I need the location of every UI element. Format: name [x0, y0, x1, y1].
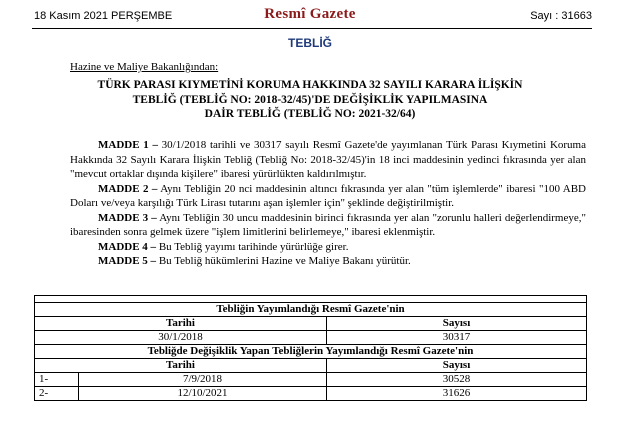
original-date: 30/1/2018 [35, 331, 327, 345]
original-number: 30317 [327, 331, 587, 345]
article-2 [70, 182, 586, 211]
article-label: MADDE 3 – [98, 211, 157, 224]
amendment-number: 31626 [327, 387, 587, 401]
section-title: TEBLİĞ [288, 36, 332, 50]
table-heading-original: Tebliğin Yayımlandığı Resmî Gazete'nin [35, 303, 587, 317]
amendment-date: 12/10/2021 [79, 387, 327, 401]
amendment-number: 30528 [327, 373, 587, 387]
row-index: 1- [35, 373, 79, 387]
article-3 [70, 211, 586, 240]
table-column-row [35, 317, 587, 331]
title-line: TEBLİĞ (TEBLİĞ NO: 2018-32/45)'DE DEĞİŞİKLİK YAPILMASINA [132, 93, 488, 106]
article-text: Aynı Tebliğin 20 nci maddesinin altıncı fıkrasında yer alan "tüm işlemlerde" ibaresi "100 ABD Doları ve/veya karşılığı Türk Lirası tutarını aşan işlemler için" şeklinde değiştirilmiştir. [70, 182, 586, 209]
gazette-title: Resmî Gazete [264, 6, 356, 22]
table-heading-row [35, 345, 587, 359]
column-number: Sayısı [327, 359, 587, 373]
table-row [35, 373, 587, 387]
article-5 [70, 254, 586, 269]
document-body [70, 138, 586, 269]
title-line: TÜRK PARASI KIYMETİNİ KORUMA HAKKINDA 32 SAYILI KARARA İLİŞKİN [97, 79, 523, 91]
header-divider [32, 28, 592, 29]
table-row [35, 387, 587, 401]
row-index: 2- [35, 387, 79, 401]
gazette-header [0, 0, 620, 30]
table-column-row [35, 359, 587, 373]
article-4 [70, 240, 586, 255]
article-text: Bu Tebliğ yayımı tarihinde yürürlüğe girer. [156, 240, 349, 253]
article-text: Aynı Tebliğin 30 uncu maddesinin birinci fıkrasında yer alan "zorunlu halleri değerlendirmeye," ibaresinden sonra gelmek üzere "işlem limitlerini belirlemeye," ibaresi eklenmiştir. [70, 211, 586, 238]
article-text: Bu Tebliğ hükümlerini Hazine ve Maliye Bakanı yürütür. [156, 255, 411, 267]
column-date: Tarihi [35, 359, 327, 373]
issue-number: Sayı : 31663 [530, 10, 592, 22]
article-label: MADDE 1 – [98, 139, 158, 151]
table-spacer [35, 296, 587, 303]
document-title [0, 78, 620, 122]
reference-table [34, 295, 587, 401]
ministry-name: Hazine ve Maliye Bakanlığından: [70, 61, 219, 73]
table-heading-row [35, 303, 587, 317]
article-label: MADDE 2 – [98, 182, 158, 195]
title-line: DAİR TEBLİĞ (TEBLİĞ NO: 2021-32/64) [204, 108, 416, 120]
table-row [35, 331, 587, 345]
article-label: MADDE 5 – [98, 255, 157, 267]
article-text: 30/1/2018 tarihli ve 30317 sayılı Resmî Gazete'de yayımlanan Türk Parası Kıymetini Koruma Hakkında 32 Sayılı Karara İlişkin Tebliğ (Tebliğ No: 2018-32/45)'in 18 inci maddesinin yedinci fıkrasında yer alan "mevcut ortaklar dışında kişilere" ibaresi yürürlükten kaldırılmıştır. [70, 139, 586, 180]
article-label: MADDE 4 – [98, 240, 157, 253]
amendment-date: 7/9/2018 [79, 373, 327, 387]
header-date: 18 Kasım 2021 PERŞEMBE [34, 10, 173, 22]
table-heading-amendments: Tebliğde Değişiklik Yapan Tebliğlerin Yayımlandığı Resmî Gazete'nin [35, 345, 587, 359]
column-number: Sayısı [327, 317, 587, 331]
article-1 [70, 138, 586, 182]
column-date: Tarihi [35, 317, 327, 331]
